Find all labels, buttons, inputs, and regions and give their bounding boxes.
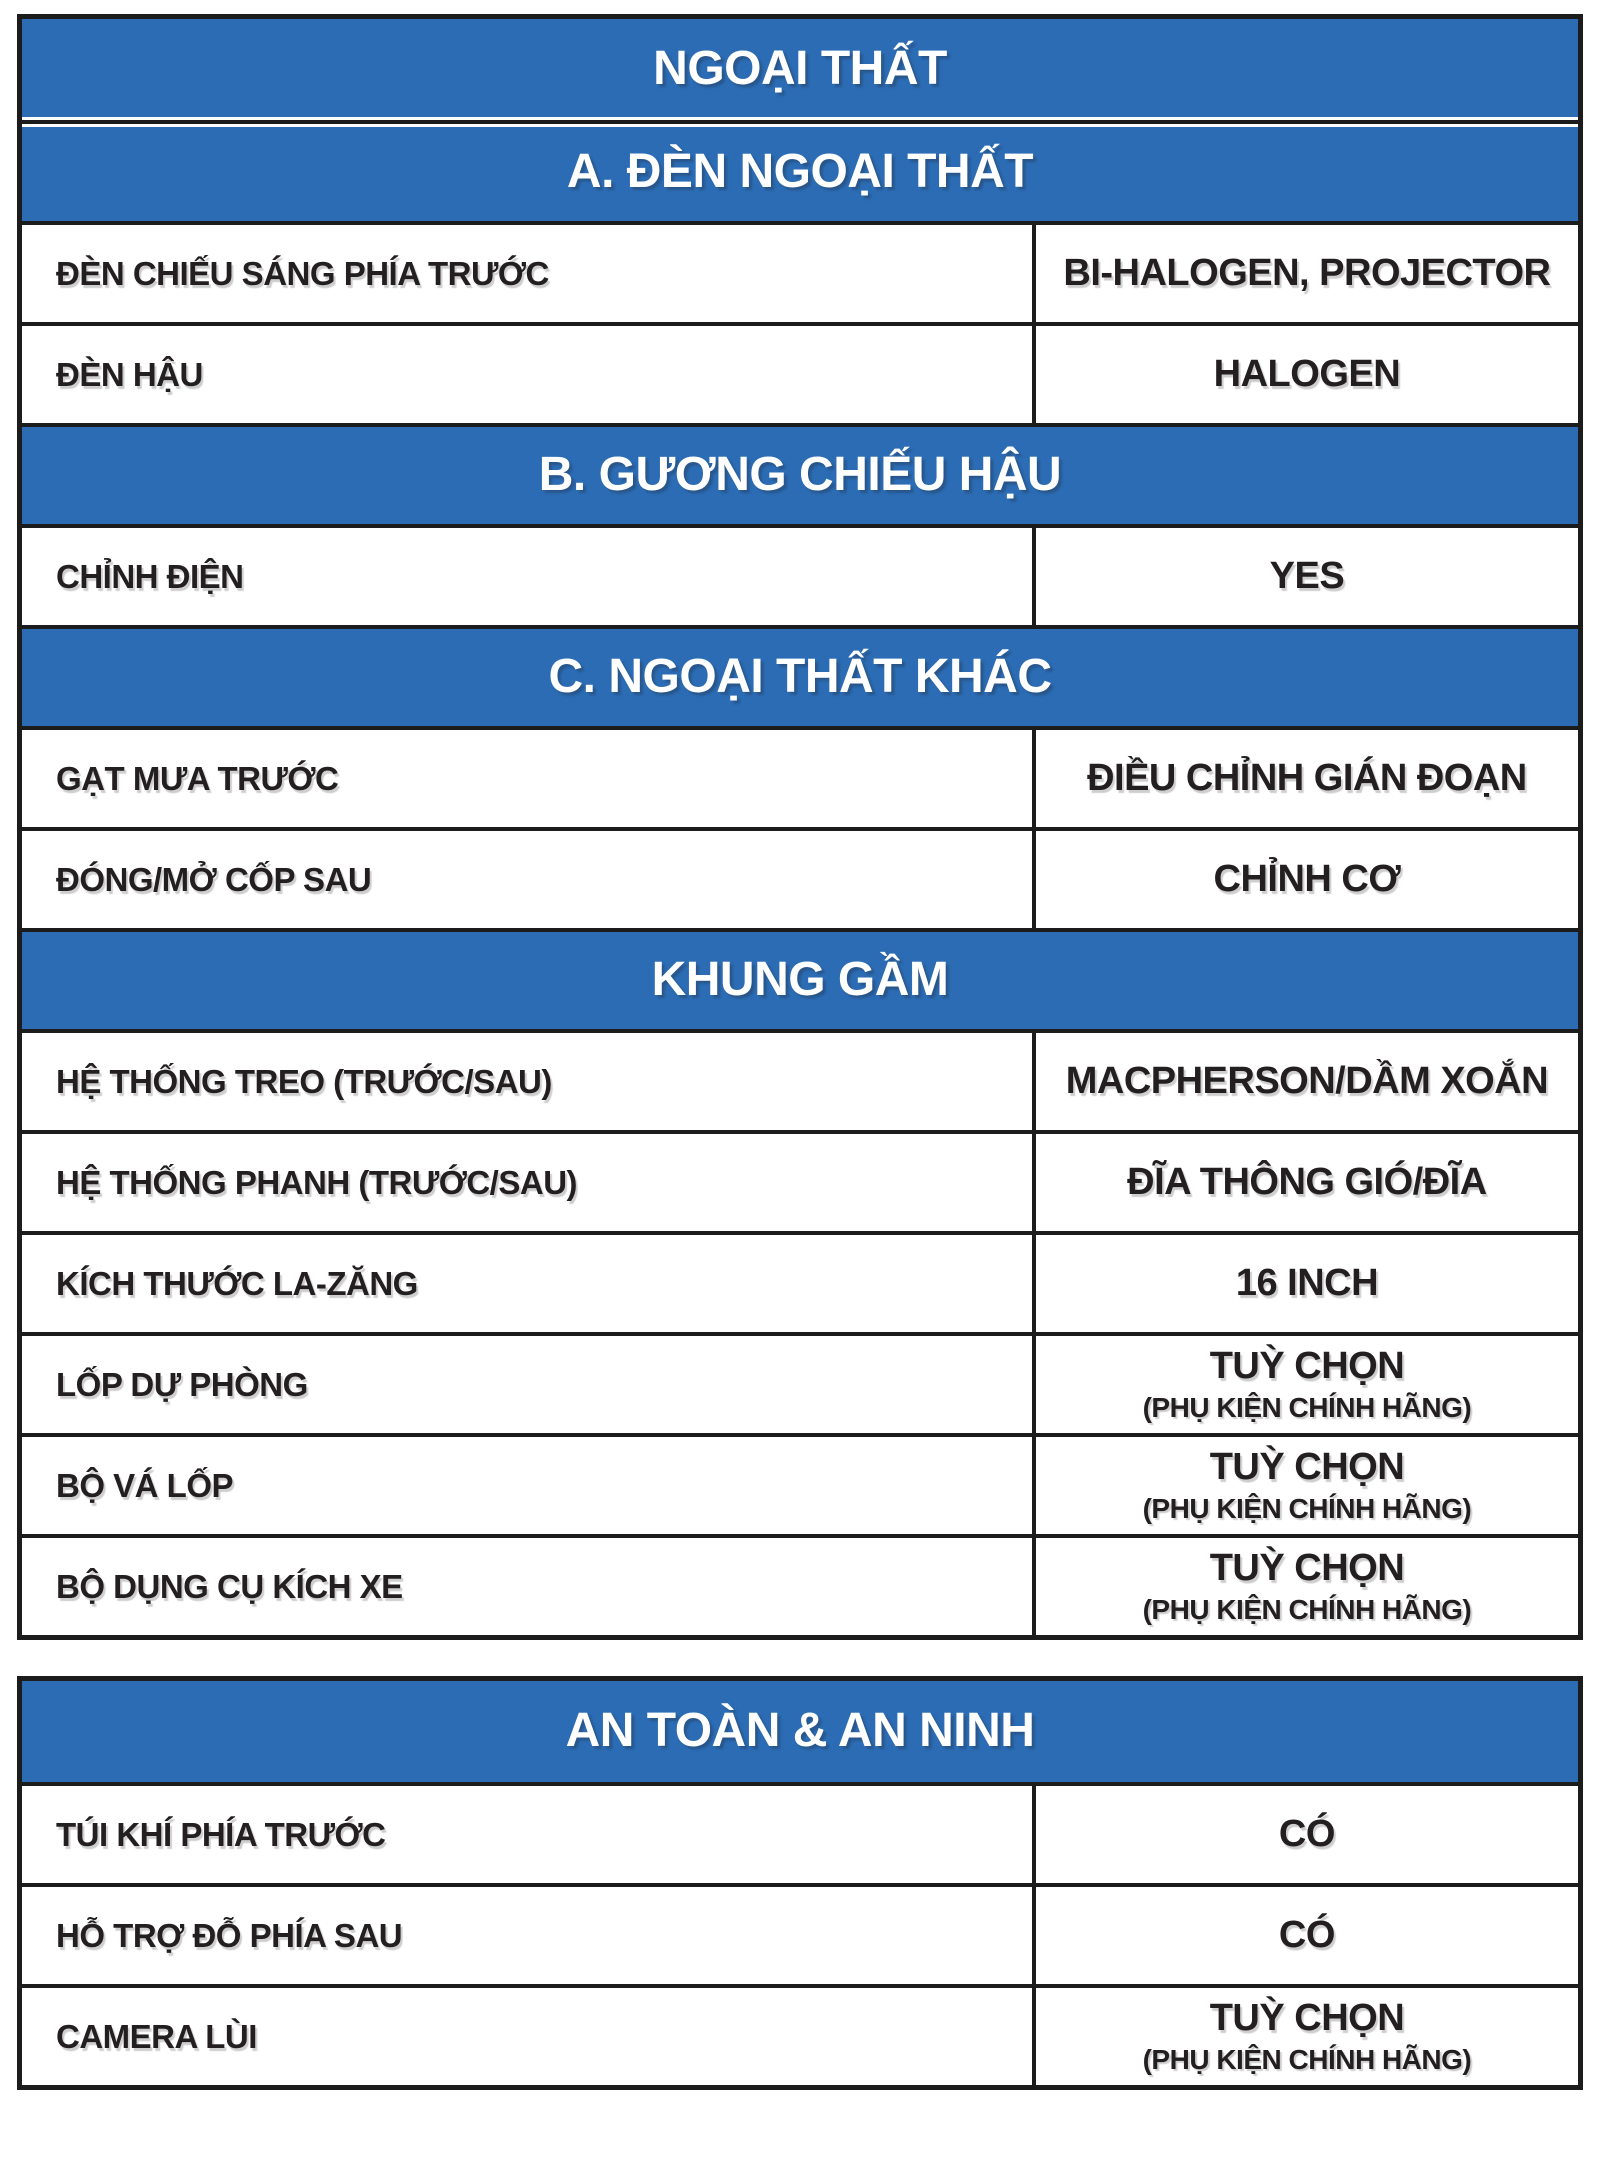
spec-value-cell bbox=[1032, 1235, 1578, 1332]
spec-value: MACPHERSON/DẦM XOẮN bbox=[1065, 1059, 1549, 1102]
section-title: AN TOÀN & AN NINH bbox=[565, 1704, 1035, 1758]
spec-value: ĐĨA THÔNG GIÓ/ĐĨA bbox=[1127, 1160, 1487, 1203]
section-header-row bbox=[22, 625, 1578, 726]
spec-label: ĐÈN CHIẾU SÁNG PHÍA TRƯỚC bbox=[56, 254, 549, 292]
spec-value-cell bbox=[1032, 831, 1578, 928]
spec-value: HALOGEN bbox=[1213, 352, 1401, 395]
spec-label: KÍCH THƯỚC LA-ZĂNG bbox=[56, 1264, 418, 1302]
table-gap bbox=[17, 1640, 1583, 1676]
spec-value-cell bbox=[1032, 225, 1578, 322]
spec-label: GẠT MƯA TRƯỚC bbox=[56, 759, 339, 797]
spec-label-cell bbox=[22, 1887, 1032, 1984]
spec-label: HỖ TRỢ ĐỖ PHÍA SAU bbox=[56, 1916, 403, 1954]
spec-row bbox=[22, 1231, 1578, 1332]
spec-label-cell bbox=[22, 1538, 1032, 1635]
spec-value-cell bbox=[1032, 1437, 1578, 1534]
spec-label: HỆ THỐNG TREO (TRƯỚC/SAU) bbox=[56, 1062, 552, 1100]
spec-row bbox=[22, 726, 1578, 827]
spec-row bbox=[22, 1534, 1578, 1635]
spec-label: CHỈNH ĐIỆN bbox=[56, 557, 244, 595]
section-title: KHUNG GẦM bbox=[651, 953, 949, 1007]
spec-value: TUỲ CHỌN bbox=[1209, 1446, 1405, 1489]
spec-row bbox=[22, 1130, 1578, 1231]
spec-label-cell bbox=[22, 1235, 1032, 1332]
section-header-row bbox=[22, 120, 1578, 221]
spec-table-safety bbox=[17, 1676, 1583, 2090]
spec-label-cell bbox=[22, 1134, 1032, 1231]
spec-row bbox=[22, 1782, 1578, 1883]
spec-row bbox=[22, 1984, 1578, 2085]
spec-value: CÓ bbox=[1278, 1812, 1335, 1855]
spec-label-cell bbox=[22, 1336, 1032, 1433]
section-header-row bbox=[22, 19, 1578, 120]
spec-value-cell bbox=[1032, 1786, 1578, 1883]
spec-label-cell bbox=[22, 1988, 1032, 2085]
section-title: NGOẠI THẤT bbox=[653, 42, 947, 96]
spec-value-cell bbox=[1032, 1033, 1578, 1130]
spec-row bbox=[22, 322, 1578, 423]
spec-label: BỘ VÁ LỐP bbox=[56, 1466, 234, 1504]
spec-label: LỐP DỰ PHÒNG bbox=[56, 1365, 308, 1403]
spec-value: TUỲ CHỌN bbox=[1209, 1997, 1405, 2040]
spec-value-cell bbox=[1032, 528, 1578, 625]
spec-value-cell bbox=[1032, 1988, 1578, 2085]
spec-label: TÚI KHÍ PHÍA TRƯỚC bbox=[56, 1815, 386, 1853]
spec-value: TUỲ CHỌN bbox=[1209, 1345, 1405, 1388]
spec-value: 16 INCH bbox=[1235, 1261, 1379, 1304]
spec-row bbox=[22, 827, 1578, 928]
spec-value: TUỲ CHỌN bbox=[1209, 1547, 1405, 1590]
spec-value: CHỈNH CƠ bbox=[1213, 857, 1401, 900]
spec-label-cell bbox=[22, 326, 1032, 423]
spec-value-cell bbox=[1032, 1887, 1578, 1984]
spec-label-cell bbox=[22, 1437, 1032, 1534]
spec-label-cell bbox=[22, 1786, 1032, 1883]
section-header-row bbox=[22, 928, 1578, 1029]
spec-value-note: (PHỤ KIỆN CHÍNH HÃNG) bbox=[1142, 2043, 1472, 2075]
spec-value-note: (PHỤ KIỆN CHÍNH HÃNG) bbox=[1142, 1492, 1472, 1524]
section-title: C. NGOẠI THẤT KHÁC bbox=[548, 650, 1052, 704]
spec-label-cell bbox=[22, 1033, 1032, 1130]
spec-label-cell bbox=[22, 528, 1032, 625]
spec-label-cell bbox=[22, 831, 1032, 928]
spec-value: CÓ bbox=[1278, 1913, 1335, 1956]
spec-value-cell bbox=[1032, 1134, 1578, 1231]
spec-value-note: (PHỤ KIỆN CHÍNH HÃNG) bbox=[1142, 1391, 1472, 1423]
spec-label-cell bbox=[22, 225, 1032, 322]
spec-value: ĐIỀU CHỈNH GIÁN ĐOẠN bbox=[1087, 756, 1527, 799]
section-title: A. ĐÈN NGOẠI THẤT bbox=[566, 145, 1034, 199]
spec-label: BỘ DỤNG CỤ KÍCH XE bbox=[56, 1567, 403, 1605]
spec-label: HỆ THỐNG PHANH (TRƯỚC/SAU) bbox=[56, 1163, 578, 1201]
spec-value-note: (PHỤ KIỆN CHÍNH HÃNG) bbox=[1142, 1593, 1472, 1625]
spec-label: CAMERA LÙI bbox=[56, 2017, 257, 2055]
spec-label: ĐÈN HẬU bbox=[56, 355, 203, 393]
spec-value-cell bbox=[1032, 730, 1578, 827]
spec-value: YES bbox=[1269, 554, 1345, 597]
spec-row bbox=[22, 1883, 1578, 1984]
section-title: B. GƯƠNG CHIẾU HẬU bbox=[538, 448, 1062, 502]
section-header-row bbox=[22, 423, 1578, 524]
spec-row bbox=[22, 1029, 1578, 1130]
spec-value-cell bbox=[1032, 1538, 1578, 1635]
spec-row bbox=[22, 524, 1578, 625]
spec-row bbox=[22, 221, 1578, 322]
spec-value: BI-HALOGEN, PROJECTOR bbox=[1063, 251, 1551, 294]
spec-label-cell bbox=[22, 730, 1032, 827]
spec-table-exterior bbox=[17, 14, 1583, 1640]
section-header-row bbox=[22, 1681, 1578, 1782]
spec-label: ĐÓNG/MỞ CỐP SAU bbox=[56, 860, 372, 898]
spec-row bbox=[22, 1433, 1578, 1534]
spec-value-cell bbox=[1032, 1336, 1578, 1433]
spec-row bbox=[22, 1332, 1578, 1433]
spec-value-cell bbox=[1032, 326, 1578, 423]
